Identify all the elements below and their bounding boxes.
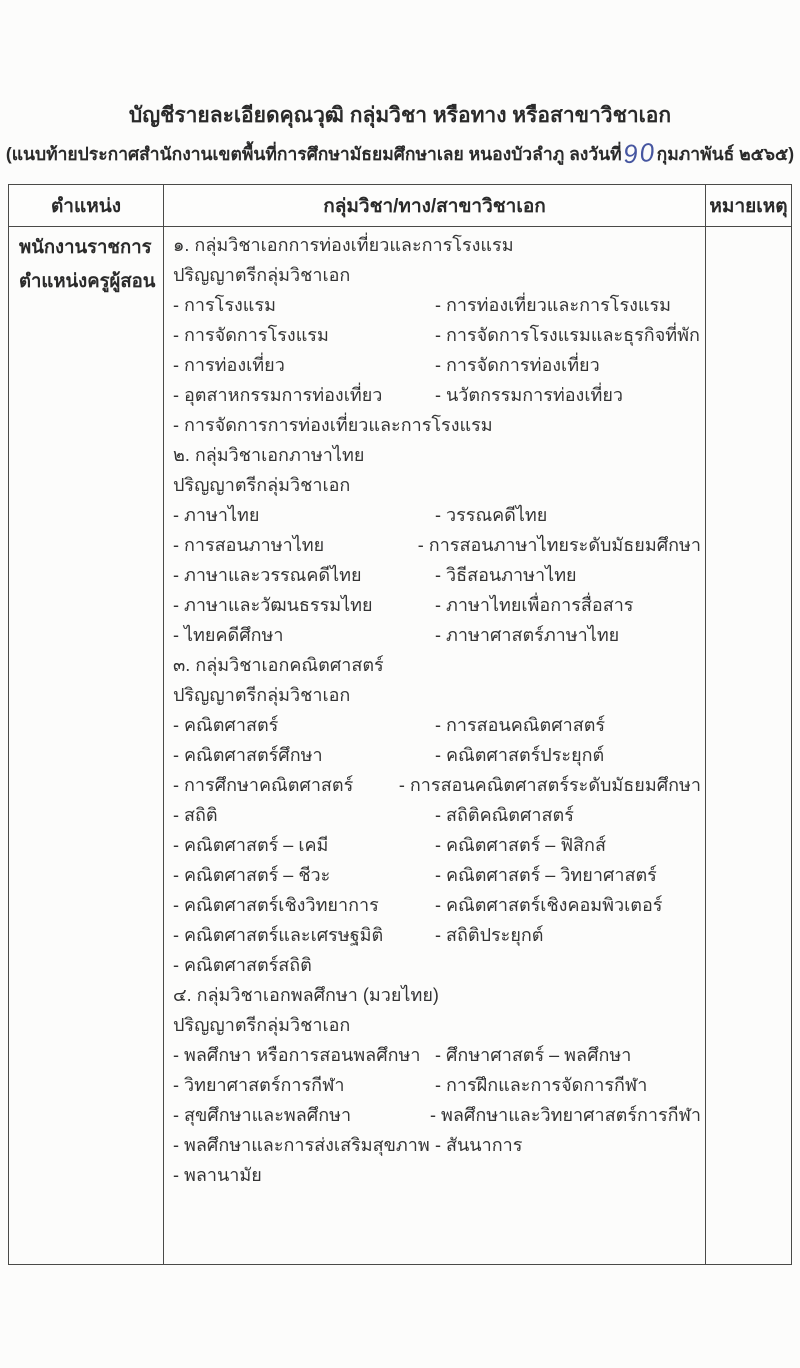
subject-item: - สุขศึกษาและพลศึกษา bbox=[173, 1104, 352, 1125]
page-subtitle bbox=[0, 137, 800, 168]
subject-item: - สถิติ bbox=[173, 804, 218, 825]
handwritten-date: 90 bbox=[621, 136, 658, 170]
subject-item: - คณิตศาสตร์ประยุกต์ bbox=[435, 744, 605, 765]
subject-pair-row bbox=[173, 499, 701, 529]
degree-label-4: ปริญญาตรีกลุ่มวิชาเอก bbox=[173, 1014, 351, 1035]
subject-sections bbox=[173, 229, 701, 1189]
subject-item: - ภาษาไทย bbox=[173, 504, 260, 525]
subject-item: - การจัดการท่องเที่ยว bbox=[435, 354, 600, 375]
subject-item: - การสอนคณิตศาสตร์ bbox=[435, 714, 606, 735]
subject-item: - ศึกษาศาสตร์ – พลศึกษา bbox=[435, 1044, 632, 1065]
subject-item: - คณิตศาสตร์ – ฟิสิกส์ bbox=[435, 834, 606, 855]
subject-item: - การท่องเที่ยว bbox=[173, 354, 285, 375]
subject-pair-row bbox=[173, 1129, 701, 1159]
subject-pair-row bbox=[173, 409, 701, 439]
position-line-2: ตำแหน่งครูผู้สอน bbox=[19, 270, 156, 291]
subject-item: - การฝึกและการจัดการกีฬา bbox=[435, 1074, 648, 1095]
subject-item: - การท่องเที่ยวและการโรงแรม bbox=[435, 294, 672, 315]
degree-label-3: ปริญญาตรีกลุ่มวิชาเอก bbox=[173, 684, 351, 705]
subject-item: - การจัดการโรงแรม bbox=[173, 324, 329, 345]
subject-item: - อุตสาหกรรมการท่องเที่ยว bbox=[173, 384, 383, 405]
subject-item: - พลศึกษา หรือการสอนพลศึกษา bbox=[173, 1044, 421, 1065]
subject-item: - สถิติคณิตศาสตร์ bbox=[435, 804, 574, 825]
subject-item: - การศึกษาคณิตศาสตร์ bbox=[173, 774, 354, 795]
subject-item: - นวัตกรรมการท่องเที่ยว bbox=[435, 384, 624, 405]
subject-pair-row bbox=[173, 709, 701, 739]
qualification-table bbox=[8, 184, 792, 1265]
subject-item: - ภาษาและวรรณคดีไทย bbox=[173, 564, 362, 585]
subject-item: - การโรงแรม bbox=[173, 294, 276, 315]
subject-pair-row bbox=[173, 1069, 701, 1099]
subject-item: - คณิตศาสตร์ – ชีวะ bbox=[173, 864, 331, 885]
subject-pair-row bbox=[173, 619, 701, 649]
subject-item: - พลศึกษาและวิทยาศาสตร์การกีฬา bbox=[430, 1104, 701, 1125]
remark-cell bbox=[706, 227, 792, 1265]
subject-pair-row bbox=[173, 739, 701, 769]
degree-label-1: ปริญญาตรีกลุ่มวิชาเอก bbox=[173, 264, 351, 285]
column-header-subject-group: กลุ่มวิชา/ทาง/สาขาวิชาเอก bbox=[164, 185, 706, 227]
subject-pair-row bbox=[173, 379, 701, 409]
subject-item: - วิธีสอนภาษาไทย bbox=[435, 564, 577, 585]
subject-item: - คณิตศาสตร์และเศรษฐมิติ bbox=[173, 924, 384, 945]
subject-item: - การจัดการการท่องเที่ยวและการโรงแรม bbox=[173, 414, 493, 435]
subject-pair-row bbox=[173, 349, 701, 379]
subject-pair-row bbox=[173, 559, 701, 589]
position-cell bbox=[9, 227, 164, 1265]
subject-pair-row bbox=[173, 1099, 701, 1129]
subject-item: - คณิตศาสตร์เชิงวิทยาการ bbox=[173, 894, 379, 915]
table-header-row bbox=[9, 185, 792, 227]
subject-item: - คณิตศาสตร์ – วิทยาศาสตร์ bbox=[435, 864, 657, 885]
subject-pair-row bbox=[173, 859, 701, 889]
subject-pair-row bbox=[173, 319, 701, 349]
subject-item: - คณิตศาสตร์ bbox=[173, 714, 279, 735]
subtitle-prefix: (แนบท้ายประกาศสำนักงานเขตพื้นที่การศึกษามัธยมศึกษาเลย หนองบัวลำภู ลงวันที่ bbox=[5, 144, 622, 164]
degree-label-2: ปริญญาตรีกลุ่มวิชาเอก bbox=[173, 474, 351, 495]
subject-group-heading-3: ๓. กลุ่มวิชาเอกคณิตศาสตร์ bbox=[173, 654, 384, 675]
subject-item: - การสอนภาษาไทยระดับมัธยมศึกษา bbox=[417, 534, 701, 555]
subject-pair-row bbox=[173, 1039, 701, 1069]
column-header-remark: หมายเหตุ bbox=[706, 185, 792, 227]
subject-item: - คณิตศาสตร์ศึกษา bbox=[173, 744, 323, 765]
subject-item: - คณิตศาสตร์เชิงคอมพิวเตอร์ bbox=[435, 894, 663, 915]
subject-item: - การสอนคณิตศาสตร์ระดับมัธยมศึกษา bbox=[398, 774, 701, 795]
page-title: บัญชีรายละเอียดคุณวุฒิ กลุ่มวิชา หรือทาง หรือสาขาวิชาเอก bbox=[128, 104, 672, 127]
subject-item: - สันนาการ bbox=[435, 1134, 523, 1155]
table-body-row bbox=[9, 227, 792, 1265]
subject-pair-row bbox=[173, 529, 701, 559]
subject-item: - พลานามัย bbox=[173, 1164, 262, 1185]
subject-group-heading-2: ๒. กลุ่มวิชาเอกภาษาไทย bbox=[173, 444, 365, 465]
subtitle-suffix: กุมภาพันธ์ ๒๕๖๕) bbox=[656, 144, 795, 164]
subject-group-heading-1: ๑. กลุ่มวิชาเอกการท่องเที่ยวและการโรงแรม bbox=[173, 234, 514, 255]
subject-pair-row bbox=[173, 949, 701, 979]
subject-pair-row bbox=[173, 889, 701, 919]
subject-pair-row bbox=[173, 799, 701, 829]
subject-item: - คณิตศาสตร์สถิติ bbox=[173, 954, 312, 975]
subject-item: - ภาษาศาสตร์ภาษาไทย bbox=[435, 624, 620, 645]
subject-item: - พลศึกษาและการส่งเสริมสุขภาพ bbox=[173, 1134, 430, 1155]
subject-item: - คณิตศาสตร์ – เคมี bbox=[173, 834, 329, 855]
subject-group-heading-4: ๔. กลุ่มวิชาเอกพลศึกษา (มวยไทย) bbox=[173, 984, 439, 1005]
subject-item: - ภาษาไทยเพื่อการสื่อสาร bbox=[435, 594, 634, 615]
subject-pair-row bbox=[173, 829, 701, 859]
subject-item: - วรรณคดีไทย bbox=[435, 504, 548, 525]
subject-pair-row bbox=[173, 589, 701, 619]
subject-item: - การจัดการโรงแรมและธุรกิจที่พัก bbox=[435, 324, 700, 345]
subject-pair-row bbox=[173, 769, 701, 799]
subject-pair-row bbox=[173, 919, 701, 949]
column-header-position: ตำแหน่ง bbox=[9, 185, 164, 227]
subject-item: - สถิติประยุกต์ bbox=[435, 924, 544, 945]
position-line-1: พนักงานราชการ bbox=[19, 236, 152, 257]
subject-pair-row bbox=[173, 289, 701, 319]
subject-item: - ภาษาและวัฒนธรรมไทย bbox=[173, 594, 373, 615]
subject-item: - การสอนภาษาไทย bbox=[173, 534, 325, 555]
subject-cell bbox=[164, 227, 706, 1265]
subject-pair-row bbox=[173, 1159, 701, 1189]
subject-item: - วิทยาศาสตร์การกีฬา bbox=[173, 1074, 345, 1095]
subject-item: - ไทยคดีศึกษา bbox=[173, 624, 284, 645]
